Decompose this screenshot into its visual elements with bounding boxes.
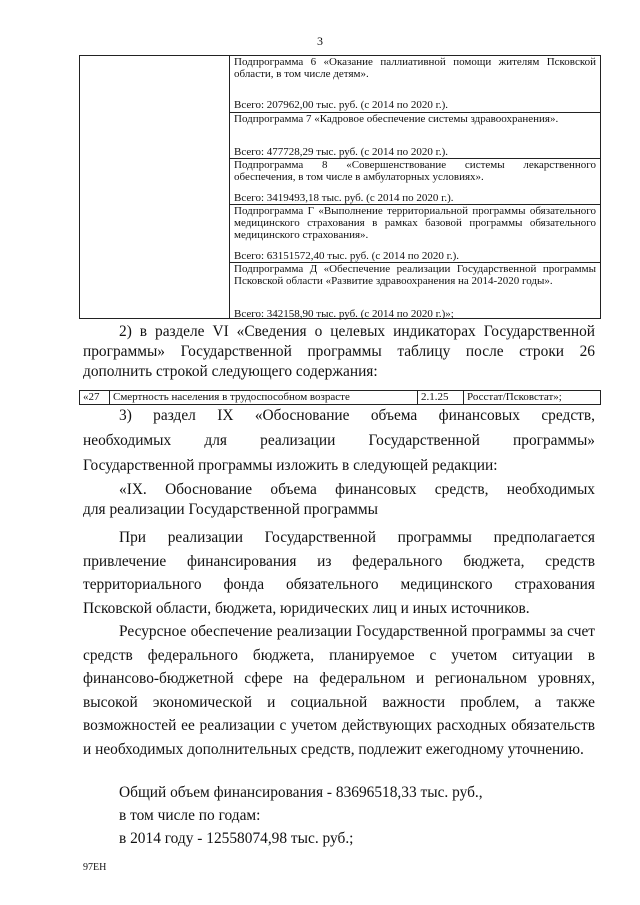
subprogram-text: Подпрограмма 6 «Оказание паллиативной помощи жителям Псковской области, в том числе детям». — [234, 56, 596, 80]
item-3-line: необходимых для реализации Государственной программы» — [83, 432, 595, 449]
item-2-line: 2) в разделе VI «Сведения о целевых индикаторах Государственной — [119, 323, 595, 340]
section-9-heading — [83, 480, 595, 520]
row-divider — [417, 391, 418, 404]
indicator-name: Смертность населения в трудоспособном возрасте — [113, 391, 350, 403]
subprogram-total: Всего: 63151572,40 тыс. руб. (с 2014 по 2020 г.). — [234, 250, 460, 262]
subprogram-text: Подпрограмма Г «Выполнение территориальной программы обязательного медицинского страхования в рамках базовой программы обязательного медицинского страхования». — [234, 205, 596, 241]
row-divider — [463, 391, 464, 404]
indicator-source: Росстат/Псковстат»; — [467, 391, 562, 403]
subprogram-total: Всего: 342158,90 тыс. руб. (с 2014 по 2020 г.)»; — [234, 308, 454, 320]
programs-table — [79, 55, 601, 319]
item-2-line: программы» Государственной программы таблицу после строки 26 — [83, 343, 595, 360]
subprogram-text: Подпрограмма 8 «Совершенствование системы лекарственного обеспечения, в том числе в амбулаторных условиях». — [234, 159, 596, 183]
item-2-line: дополнить строкой следующего содержания: — [83, 363, 378, 380]
table-row-subprogram-6 — [230, 56, 600, 112]
table-row-subprogram-8 — [230, 158, 600, 205]
footer-code: 97ЕН — [83, 862, 107, 873]
resource-paragraph: Ресурсное обеспечение реализации Государственной программы за счет средств федерального бюджета, планируемое с учетом ситуации в финансово-бюджетной сфере на федеральном и региональном уровнях, высокой экономической и социальной важности проблем, а также возможностей ее реализации с учетом действующих расходных обязательств и необходимых дополнительных средств, подлежит ежегодному уточнению. — [83, 623, 595, 758]
page-number: 3 — [317, 34, 323, 48]
table-right-cell — [230, 56, 600, 318]
section-9-heading-line: «IX. Обоснование объема финансовых средств, необходимых — [119, 481, 595, 498]
item-3-line: Государственной программы изложить в следующей редакции: — [83, 457, 498, 474]
by-years-label: в том числе по годам: — [119, 807, 261, 824]
item-3-paragraph — [83, 406, 595, 476]
subprogram-total: Всего: 477728,29 тыс. руб. (с 2014 по 2020 г.). — [234, 146, 449, 158]
total-volume: Общий объем финансирования - 83696518,33 тыс. руб., — [119, 784, 483, 801]
subprogram-text: Подпрограмма Д «Обеспечение реализации Государственной программы Псковской области «Развитие здравоохранения на 2014-2020 годы». — [234, 263, 596, 287]
year-2014-amount: в 2014 году - 12558074,98 тыс. руб.; — [119, 830, 354, 847]
subprogram-text: Подпрограмма 7 «Кадровое обеспечение системы здравоохранения». — [234, 113, 559, 125]
indicator-code: 2.1.25 — [421, 391, 449, 403]
table-row-subprogram-g — [230, 204, 600, 263]
row-divider — [109, 391, 110, 404]
subprogram-total: Всего: 3419493,18 тыс. руб. (с 2014 по 2020 г.). — [234, 192, 454, 204]
table-row-subprogram-7 — [230, 112, 600, 159]
item-3-line: 3) раздел IX «Обоснование объема финансовых средств, — [119, 407, 595, 424]
item-2-paragraph — [83, 322, 595, 382]
indicator-row-27 — [79, 390, 601, 405]
table-row-subprogram-d — [230, 262, 600, 321]
subprogram-total: Всего: 207962,00 тыс. руб. (с 2014 по 2020 г.). — [234, 99, 449, 111]
row-number: «27 — [83, 391, 100, 403]
section-9-heading-line: для реализации Государственной программы — [83, 501, 378, 518]
attraction-paragraph: При реализации Государственной программы предполагается привлечение финансирования из федерального бюджета, средств территориального фонда обязательного медицинского страхования Псковской области, бюджета, юридических лиц и иных источников. — [83, 529, 595, 617]
